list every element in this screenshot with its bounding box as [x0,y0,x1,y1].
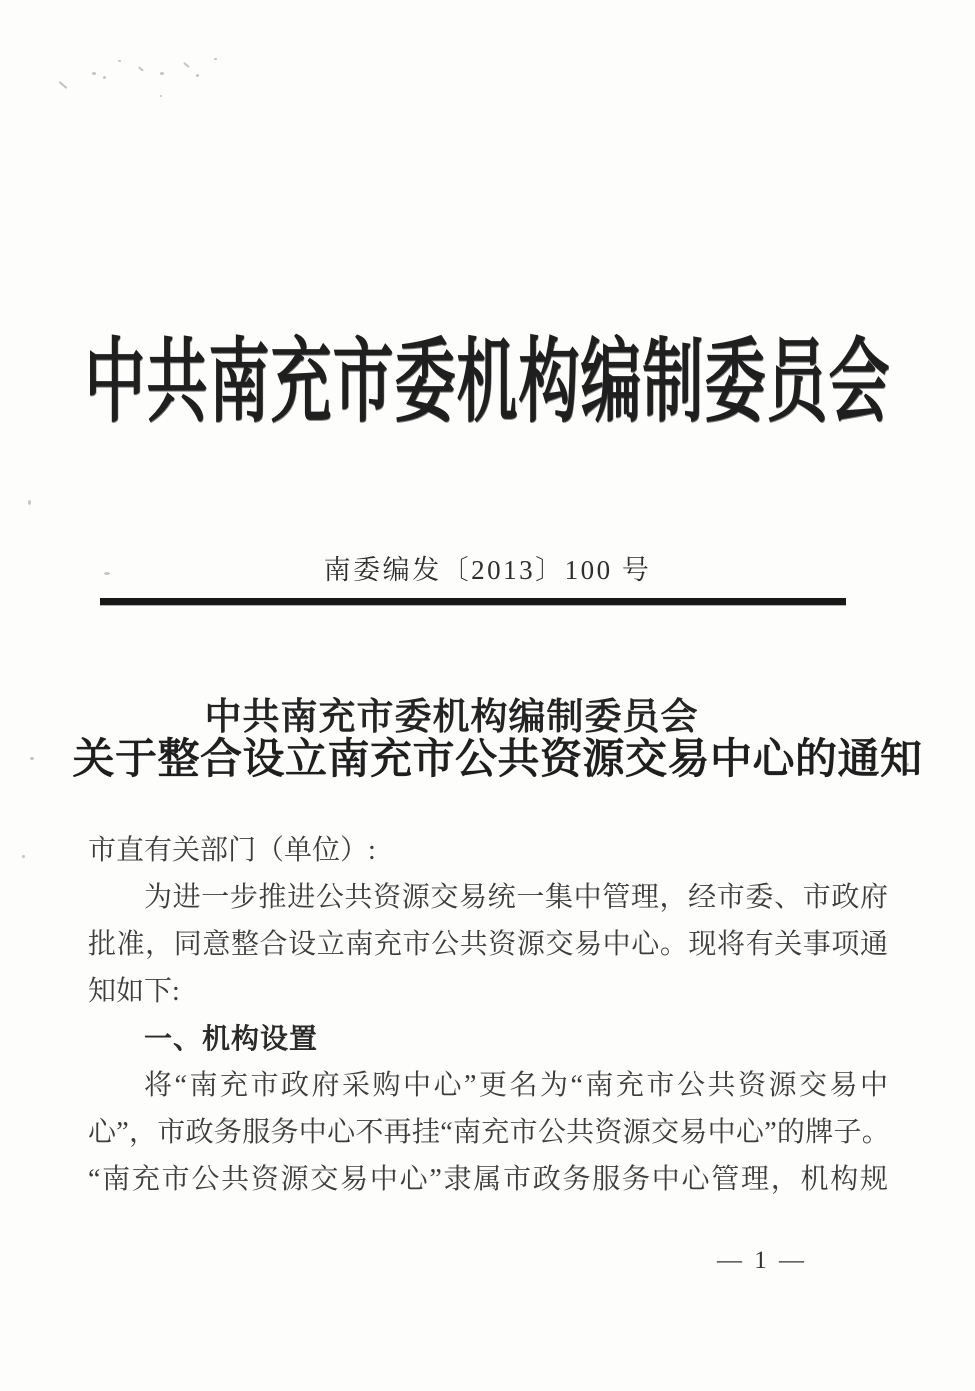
header-rule [100,598,846,605]
page-number: — 1 — [717,1247,807,1274]
notice-title-line1: 中共南充市委机构编制委员会 [204,697,699,738]
noise-speck [22,855,25,858]
body-line: 心”，市政务服务中心不再挂“南充市公共资源交易中心”的牌子。 [88,1117,888,1148]
body-line: 知如下: [88,976,180,1007]
doc-number: 南委编发〔2013〕100 号 [323,555,652,585]
noise-speck [214,58,217,60]
salutation: 市直有关部门（单位）: [88,835,376,866]
body-line: “南充市公共资源交易中心”隶属市政务服务中心管理，机构规 [88,1164,888,1195]
noise-speck [103,76,106,79]
noise-speck [59,81,68,89]
noise-speck [138,66,144,71]
noise-speck [28,500,31,505]
body-text [88,827,888,1203]
letterhead-org-title: 中共南充市委机构编制委员会 [84,333,891,434]
body-line: 为进一步推进公共资源交易统一集中管理，经市委、市政府 [144,882,888,913]
noise-speck [196,74,199,77]
section-heading: 一、机构设置 [144,1023,319,1054]
notice-title-line2: 关于整合设立南充市公共资源交易中心的通知 [72,737,923,783]
body-line: 将“南充市政府采购中心”更名为“南充市公共资源交易中 [144,1070,888,1101]
noise-speck [92,72,96,75]
noise-speck [160,72,164,75]
noise-speck [160,95,162,97]
body-line: 批准，同意整合设立南充市公共资源交易中心。现将有关事项通 [88,929,888,960]
noise-speck [183,62,190,68]
noise-speck [118,60,121,62]
